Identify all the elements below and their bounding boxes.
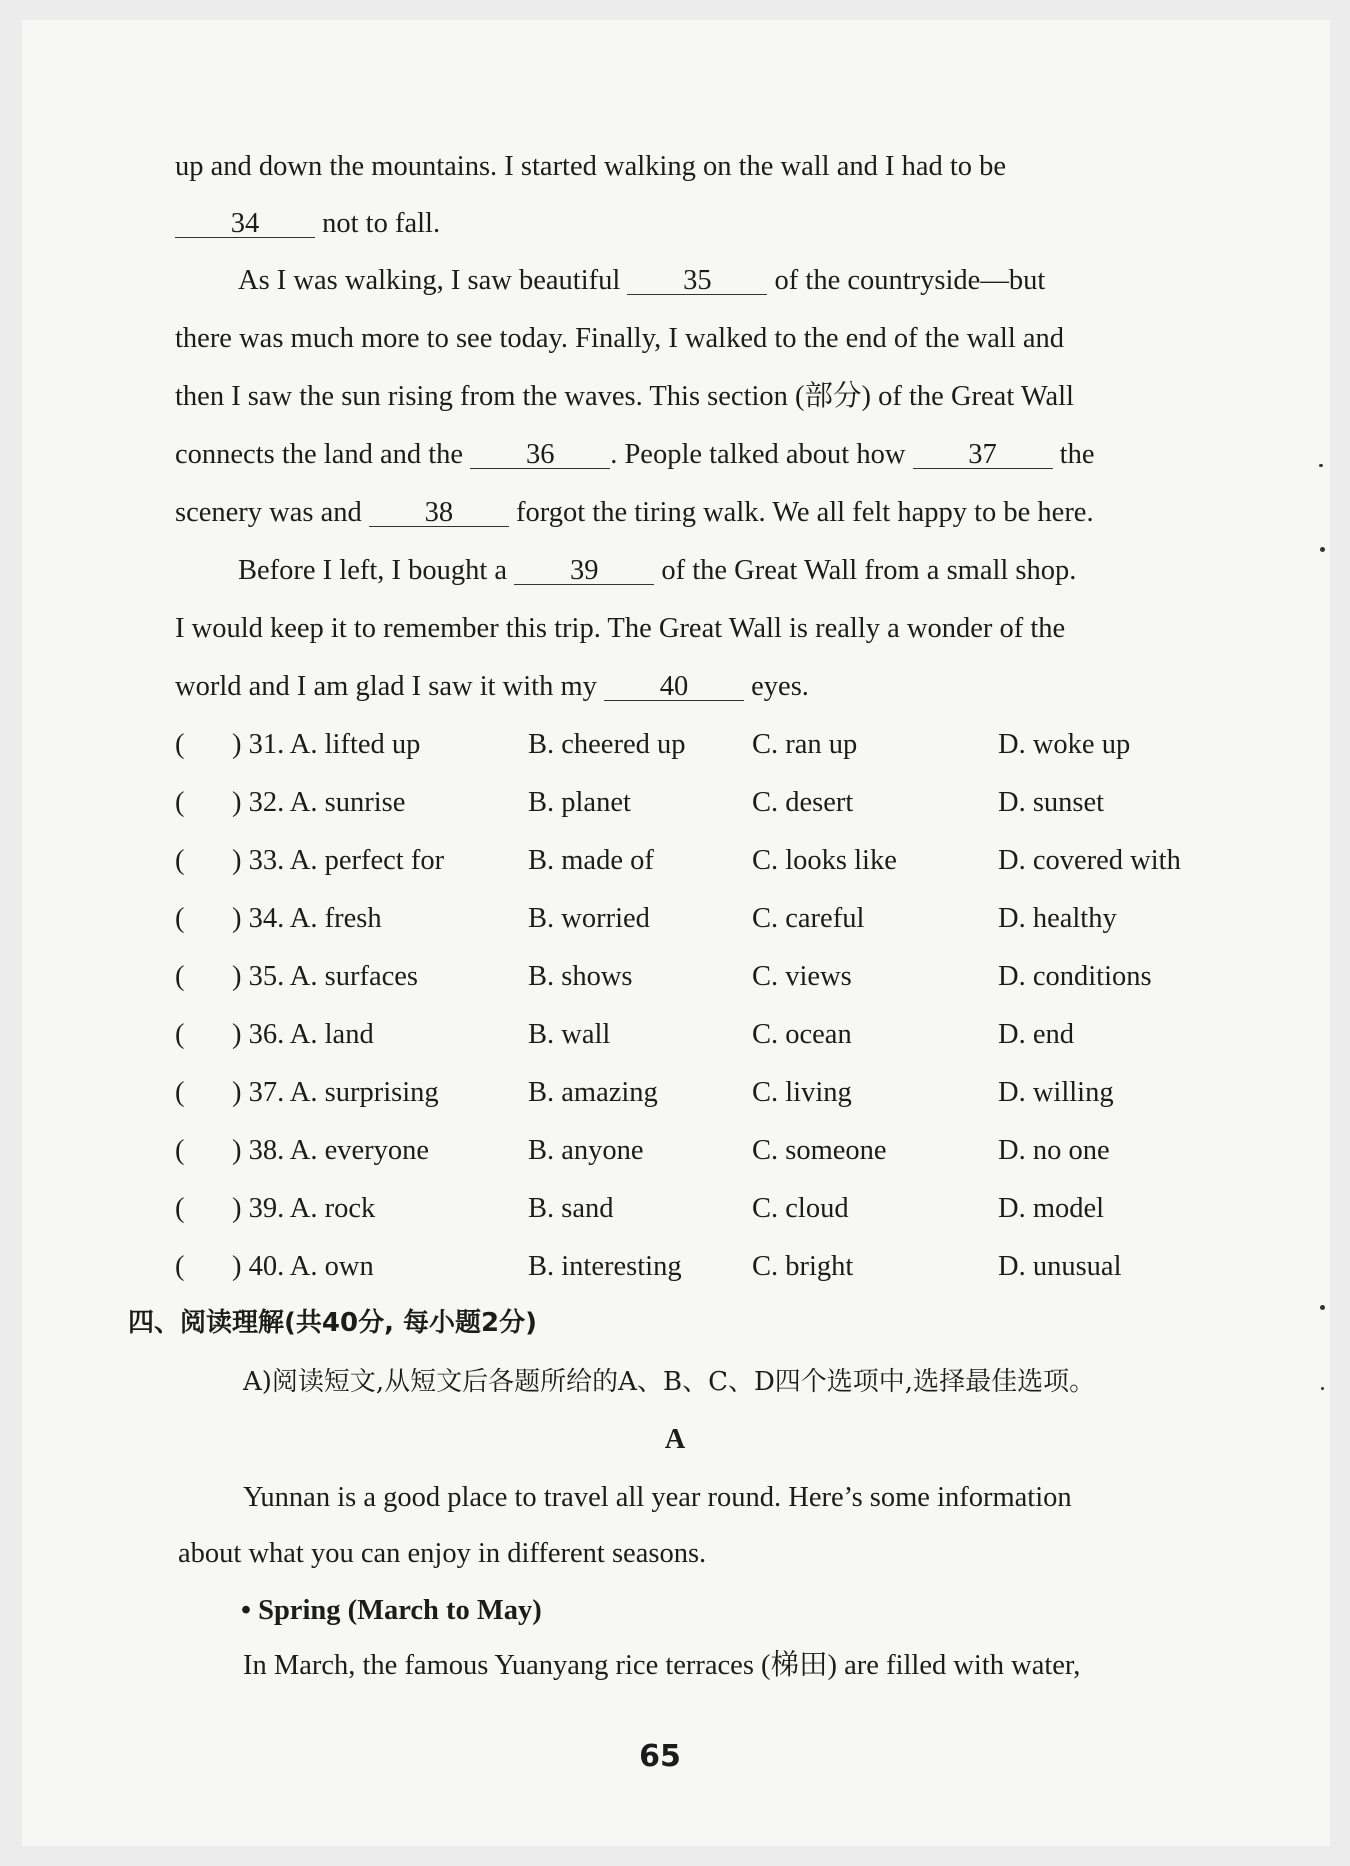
blank-37: 37 bbox=[913, 438, 1053, 469]
answer-paren: ( bbox=[175, 729, 185, 760]
question-option-d: D. sunset bbox=[998, 787, 1105, 818]
passage-line-5: then I saw the sun rising from the waves. This section (部分) of the Great Wall bbox=[175, 381, 1074, 412]
question-option-c: C. views bbox=[752, 961, 852, 992]
question-option-d: D. covered with bbox=[998, 845, 1181, 876]
scan-mark bbox=[1320, 547, 1325, 552]
blank-38: 38 bbox=[369, 496, 509, 527]
question-option-b: B. interesting bbox=[528, 1251, 682, 1282]
answer-paren: ( bbox=[175, 1135, 185, 1166]
question-option-b: B. sand bbox=[528, 1193, 614, 1224]
question-option-d: D. woke up bbox=[998, 729, 1131, 760]
passage-line-8 bbox=[238, 554, 1076, 588]
passage-line-9: I would keep it to remember this trip. The Great Wall is really a wonder of the bbox=[175, 613, 1066, 644]
passage-text: the bbox=[1059, 439, 1095, 470]
passage-line-10 bbox=[175, 670, 809, 704]
answer-paren: ( bbox=[175, 1077, 185, 1108]
section-heading: 四、阅读理解(共40分, 每小题2分) bbox=[128, 1308, 537, 1338]
passage-text: Before I left, I bought a bbox=[238, 555, 508, 586]
answer-paren: ( bbox=[175, 1251, 185, 1282]
blank-40: 40 bbox=[604, 670, 744, 701]
question-option-a: ) 38. A. everyone bbox=[232, 1135, 430, 1166]
passage-text: eyes. bbox=[751, 671, 809, 702]
question-option-b: B. worried bbox=[528, 903, 650, 934]
question-option-a: ) 40. A. own bbox=[232, 1251, 374, 1282]
question-option-b: B. cheered up bbox=[528, 729, 686, 760]
answer-paren: ( bbox=[175, 1193, 185, 1224]
question-option-a: ) 33. A. perfect for bbox=[232, 845, 445, 876]
question-option-d: D. unusual bbox=[998, 1251, 1122, 1282]
question-option-a: ) 31. A. lifted up bbox=[232, 729, 421, 760]
question-option-d: D. healthy bbox=[998, 903, 1117, 934]
passage-line-2 bbox=[175, 207, 440, 241]
answer-paren: ( bbox=[175, 845, 185, 876]
answer-paren: ( bbox=[175, 787, 185, 818]
passage-line-7 bbox=[175, 496, 1094, 530]
question-option-d: D. no one bbox=[998, 1135, 1110, 1166]
question-option-a: ) 35. A. surfaces bbox=[232, 961, 418, 992]
passage-text: scenery was and bbox=[175, 497, 362, 528]
question-option-d: D. willing bbox=[998, 1077, 1114, 1108]
passage-text: As I was walking, I saw beautiful bbox=[238, 265, 621, 296]
question-option-c: C. desert bbox=[752, 787, 854, 818]
passage-line-6 bbox=[175, 438, 1095, 472]
question-option-d: D. model bbox=[998, 1193, 1105, 1224]
question-option-a: ) 37. A. surprising bbox=[232, 1077, 439, 1108]
passage-title: A bbox=[664, 1424, 686, 1455]
answer-paren: ( bbox=[175, 903, 185, 934]
passage-text: . People talked about how bbox=[610, 439, 906, 470]
question-option-a: ) 32. A. sunrise bbox=[232, 787, 406, 818]
question-option-c: C. someone bbox=[752, 1135, 887, 1166]
question-option-b: B. anyone bbox=[528, 1135, 644, 1166]
blank-34: 34 bbox=[175, 207, 315, 238]
question-option-a: ) 34. A. fresh bbox=[232, 903, 382, 934]
answer-paren: ( bbox=[175, 961, 185, 992]
question-option-c: C. bright bbox=[752, 1251, 854, 1282]
scan-mark bbox=[1319, 464, 1323, 467]
question-option-b: B. planet bbox=[528, 787, 631, 818]
page-number: 65 bbox=[639, 1739, 681, 1774]
blank-36: 36 bbox=[470, 438, 610, 469]
passage-line-1: up and down the mountains. I started walking on the wall and I had to be bbox=[175, 151, 1007, 182]
question-option-b: B. shows bbox=[528, 961, 633, 992]
reading-line-2: about what you can enjoy in different seasons. bbox=[178, 1538, 707, 1569]
question-option-c: C. careful bbox=[752, 903, 865, 934]
question-option-c: C. living bbox=[752, 1077, 852, 1108]
scan-mark bbox=[1320, 1305, 1325, 1310]
passage-text: not to fall. bbox=[322, 208, 441, 239]
passage-text: forgot the tiring walk. We all felt happy to be here. bbox=[516, 497, 1094, 528]
passage-text: of the countryside—but bbox=[774, 265, 1046, 296]
question-option-d: D. conditions bbox=[998, 961, 1152, 992]
question-option-a: ) 36. A. land bbox=[232, 1019, 374, 1050]
blank-35: 35 bbox=[627, 264, 767, 295]
blank-39: 39 bbox=[514, 554, 654, 585]
spring-subheading: • Spring (March to May) bbox=[241, 1595, 542, 1626]
question-option-c: C. ocean bbox=[752, 1019, 852, 1050]
passage-text: connects the land and the bbox=[175, 439, 464, 470]
passage-text: world and I am glad I saw it with my bbox=[175, 671, 597, 702]
question-option-b: B. made of bbox=[528, 845, 654, 876]
question-option-a: ) 39. A. rock bbox=[232, 1193, 376, 1224]
answer-paren: ( bbox=[175, 1019, 185, 1050]
passage-text: of the Great Wall from a small shop. bbox=[661, 555, 1077, 586]
question-option-b: B. amazing bbox=[528, 1077, 658, 1108]
reading-line-3: In March, the famous Yuanyang rice terraces (梯田) are filled with water, bbox=[243, 1650, 1081, 1681]
question-option-b: B. wall bbox=[528, 1019, 611, 1050]
question-option-c: C. cloud bbox=[752, 1193, 849, 1224]
section-instruction: A)阅读短文,从短文后各题所给的A、B、C、D四个选项中,选择最佳选项。 bbox=[243, 1367, 1096, 1397]
passage-line-4: there was much more to see today. Finally, I walked to the end of the wall and bbox=[175, 323, 1065, 354]
question-option-d: D. end bbox=[998, 1019, 1074, 1050]
passage-line-3 bbox=[238, 264, 1045, 298]
question-option-c: C. ran up bbox=[752, 729, 858, 760]
question-option-c: C. looks like bbox=[752, 845, 897, 876]
scan-mark bbox=[1321, 1387, 1324, 1390]
reading-line-1: Yunnan is a good place to travel all year round. Here’s some information bbox=[243, 1482, 1072, 1513]
